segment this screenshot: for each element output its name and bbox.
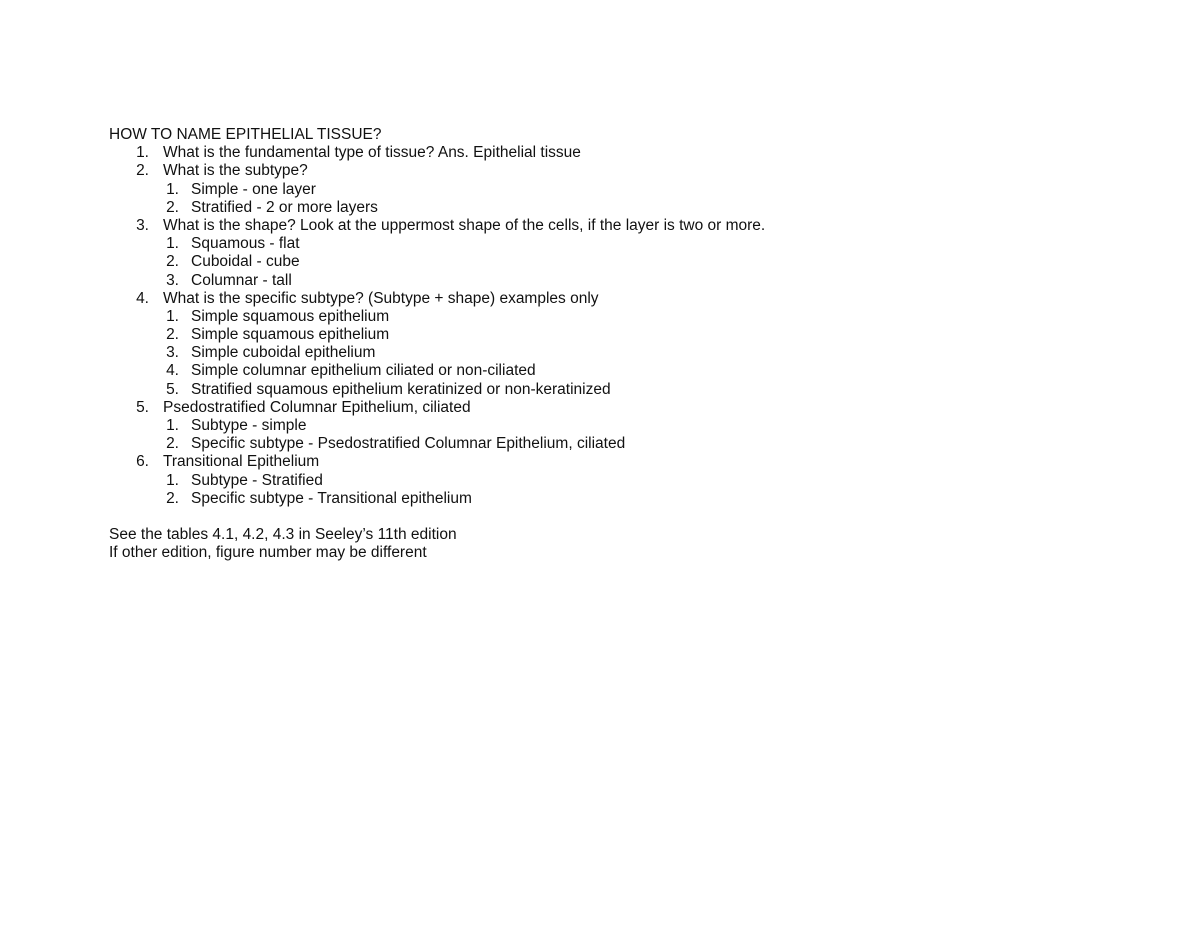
list-item-text: What is the shape? Look at the uppermost shape of the cells, if the layer is two or more. xyxy=(163,216,766,234)
sub-list-item-text: Cuboidal - cube xyxy=(191,253,300,271)
list-item-text: What is the fundamental type of tissue? Ans. Epithelial tissue xyxy=(163,144,581,162)
list-item-number: 3. xyxy=(136,216,149,234)
sub-list-item-number: 4. xyxy=(166,362,179,380)
sub-list-item xyxy=(109,344,1109,362)
sub-list-item xyxy=(109,490,1109,508)
sub-list-item-number: 3. xyxy=(166,344,179,362)
sub-list-item xyxy=(109,417,1109,435)
list-item-number: 5. xyxy=(136,398,149,416)
edition-note: If other edition, figure number may be different xyxy=(109,544,427,562)
sub-list-item xyxy=(109,362,1109,380)
sub-list-item-number: 1. xyxy=(166,235,179,253)
sub-list-item-number: 1. xyxy=(166,417,179,435)
sub-list-item-text: Squamous - flat xyxy=(191,235,300,253)
sub-list-item xyxy=(109,472,1109,490)
sub-list-item xyxy=(109,381,1109,399)
sub-list-item xyxy=(109,181,1109,199)
sub-list-item-text: Subtype - Stratified xyxy=(191,471,323,489)
list-item-text: What is the subtype? xyxy=(163,162,308,180)
sub-list-item-text: Columnar - tall xyxy=(191,271,292,289)
list-item-text: Transitional Epithelium xyxy=(163,453,320,471)
reference-note: See the tables 4.1, 4.2, 4.3 in Seeley’s 11th edition xyxy=(109,526,457,544)
list-item-number: 6. xyxy=(136,453,149,471)
sub-list-item-number: 2. xyxy=(166,326,179,344)
sub-list-item-text: Specific subtype - Transitional epithelium xyxy=(191,489,472,507)
list-item xyxy=(109,162,1109,180)
sub-list-item-number: 3. xyxy=(166,271,179,289)
sub-list-item-number: 1. xyxy=(166,180,179,198)
list-item-number: 2. xyxy=(136,162,149,180)
sub-list-item-number: 2. xyxy=(166,198,179,216)
list-item-number: 1. xyxy=(136,144,149,162)
document-title: HOW TO NAME EPITHELIAL TISSUE? xyxy=(109,126,382,143)
sub-list-item xyxy=(109,435,1109,453)
sub-list-item-text: Simple squamous epithelium xyxy=(191,307,390,325)
sub-list-item xyxy=(109,326,1109,344)
sub-list-item-number: 1. xyxy=(166,307,179,325)
sub-list-item-number: 2. xyxy=(166,253,179,271)
sub-list-item-number: 2. xyxy=(166,435,179,453)
list-item-number: 4. xyxy=(136,289,149,307)
sub-list-item xyxy=(109,308,1109,326)
sub-list-item xyxy=(109,253,1109,271)
question-list xyxy=(109,144,1109,508)
list-item xyxy=(109,290,1109,308)
sub-list-item-text: Specific subtype - Psedostratified Columnar Epithelium, ciliated xyxy=(191,435,626,453)
sub-list-item-text: Subtype - simple xyxy=(191,417,307,435)
document-body xyxy=(109,126,1109,563)
sub-list-item-text: Simple cuboidal epithelium xyxy=(191,344,376,362)
list-item-text: Psedostratified Columnar Epithelium, ciliated xyxy=(163,398,471,416)
sub-list-item-text: Stratified squamous epithelium keratinized or non-keratinized xyxy=(191,380,611,398)
list-item xyxy=(109,399,1109,417)
list-item xyxy=(109,453,1109,471)
sub-list-item xyxy=(109,272,1109,290)
sub-list-item xyxy=(109,235,1109,253)
sub-list-item-text: Simple - one layer xyxy=(191,180,316,198)
list-item-text: What is the specific subtype? (Subtype + shape) examples only xyxy=(163,289,599,307)
sub-list-item-text: Simple columnar epithelium ciliated or non-ciliated xyxy=(191,362,536,380)
sub-list-item-number: 2. xyxy=(166,489,179,507)
sub-list-item-number: 5. xyxy=(166,380,179,398)
sub-list-item-text: Simple squamous epithelium xyxy=(191,326,390,344)
sub-list-item xyxy=(109,199,1109,217)
sub-list-item-text: Stratified - 2 or more layers xyxy=(191,198,378,216)
list-item xyxy=(109,144,1109,162)
list-item xyxy=(109,217,1109,235)
paragraph-gap xyxy=(109,508,1109,526)
sub-list-item-number: 1. xyxy=(166,471,179,489)
